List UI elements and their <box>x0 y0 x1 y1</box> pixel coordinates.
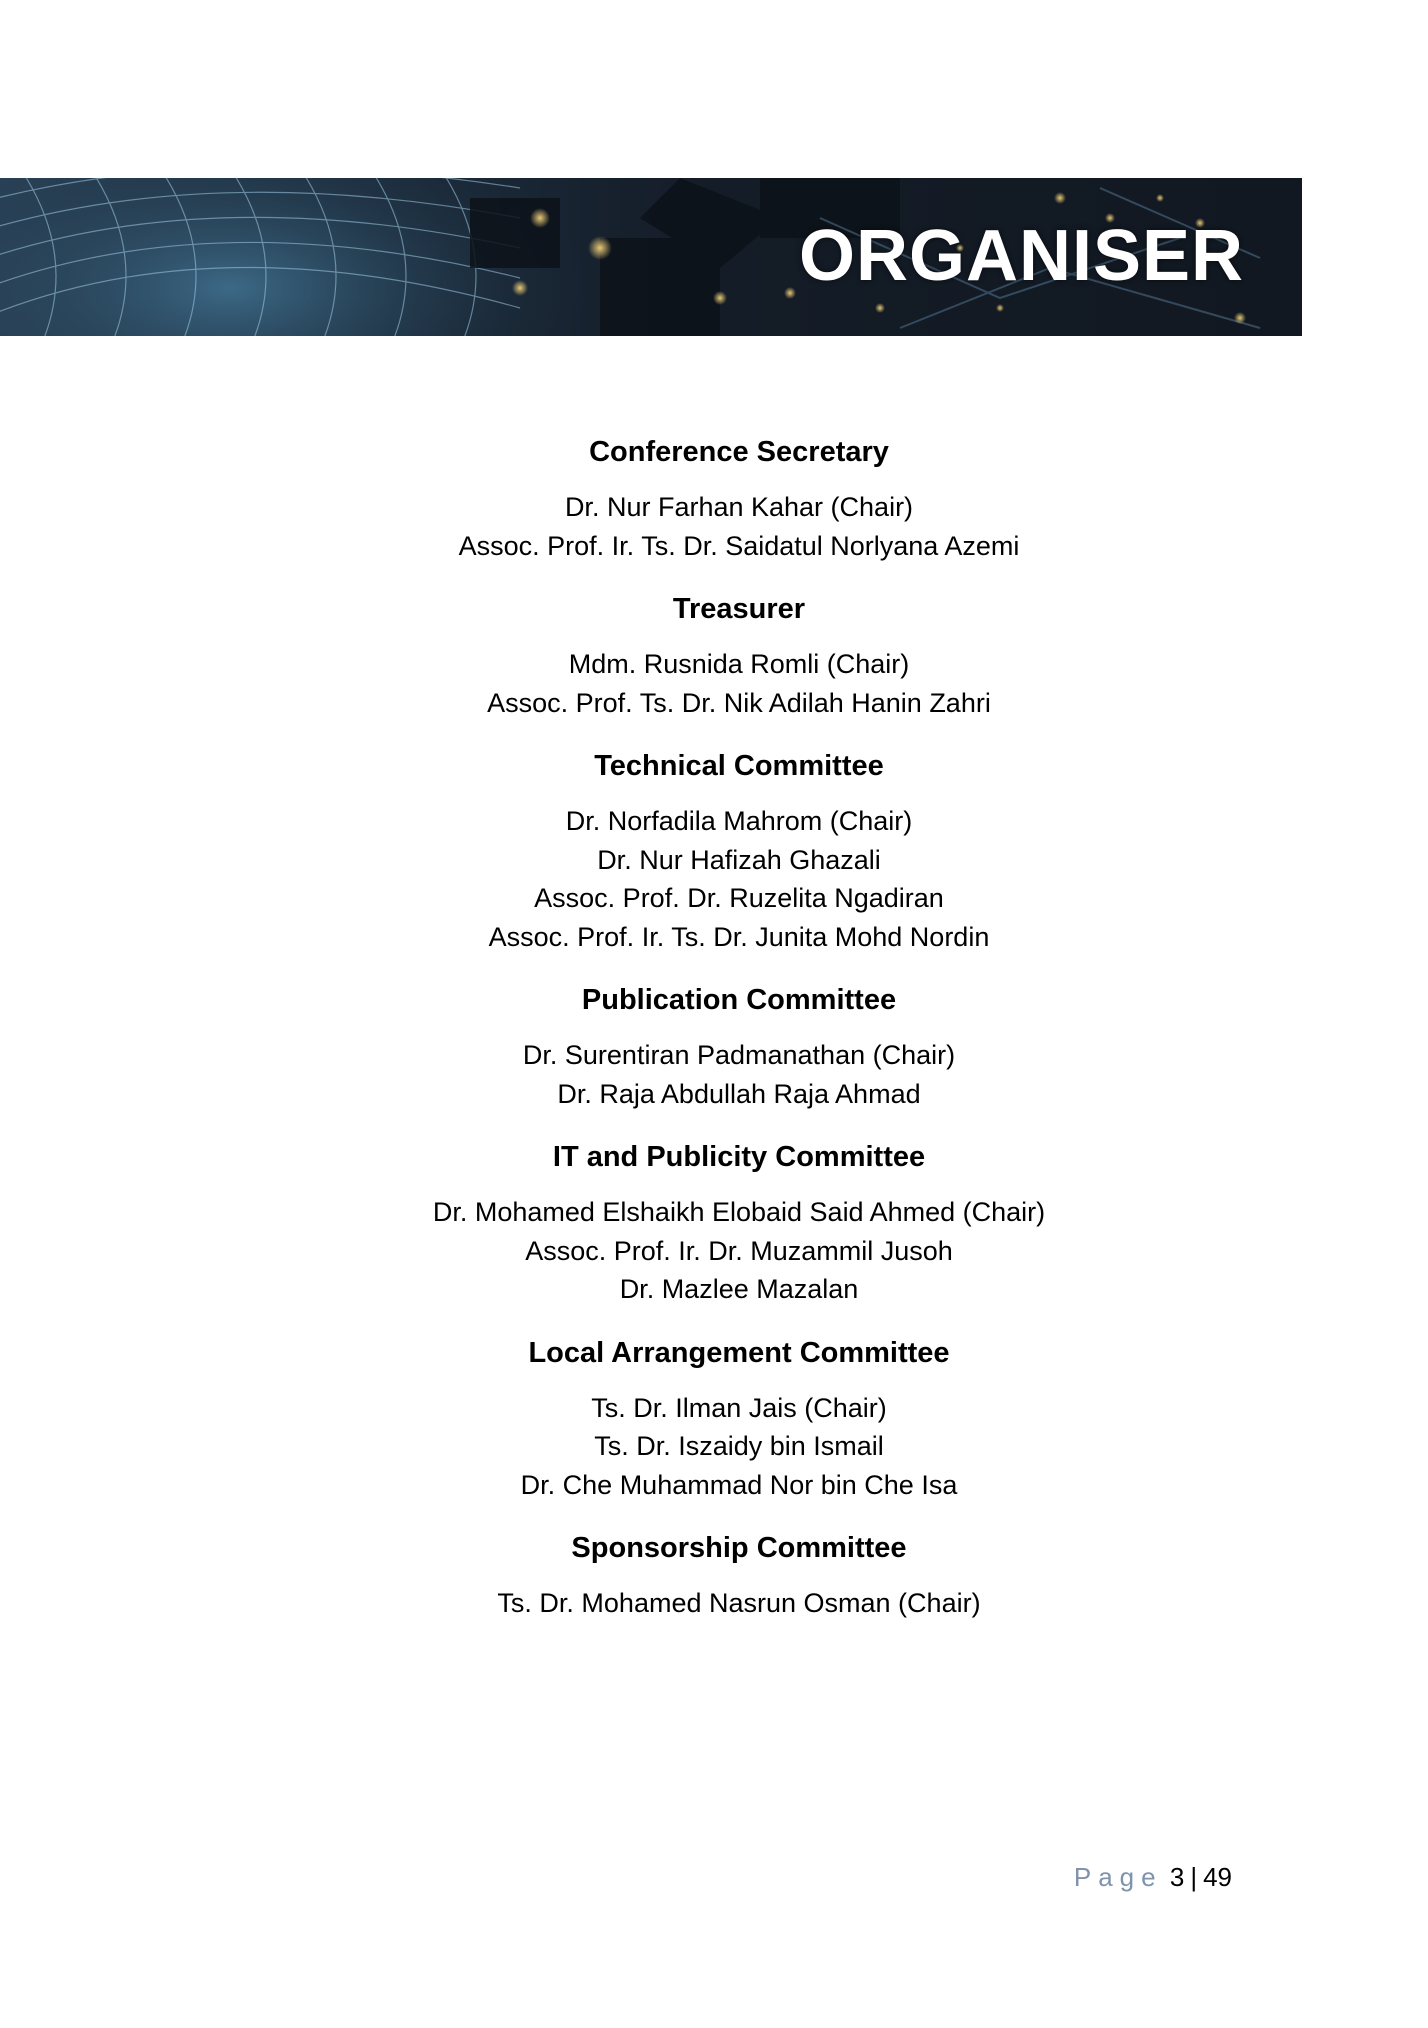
section-it-publicity-committee <box>0 1137 1428 1309</box>
member-name: Assoc. Prof. Ir. Ts. Dr. Junita Mohd Nordin <box>488 921 990 952</box>
page-label: Page <box>1073 1862 1163 1892</box>
section-heading: Conference Secretary <box>589 436 889 468</box>
member-name: Dr. Mohamed Elshaikh Elobaid Said Ahmed (Chair) <box>432 1197 1046 1227</box>
member-name: Assoc. Prof. Ir. Ts. Dr. Saidatul Norlyana Azemi <box>458 530 1020 561</box>
member-name: Dr. Surentiran Padmanathan (Chair) <box>522 1040 956 1070</box>
committee-list <box>0 432 1428 1647</box>
member-name: Dr. Che Muhammad Nor bin Che Isa <box>520 1469 958 1500</box>
section-technical-committee <box>0 746 1428 956</box>
page-number: 3 <box>1169 1862 1185 1892</box>
section-heading: Local Arrangement Committee <box>528 1336 950 1369</box>
header-banner <box>0 178 1302 336</box>
member-name: Dr. Nur Farhan Kahar (Chair) <box>564 492 914 522</box>
member-name: Mdm. Rusnida Romli (Chair) <box>568 649 910 679</box>
section-heading: Treasurer <box>672 593 806 625</box>
section-publication-committee <box>0 980 1428 1113</box>
section-local-arrangement-committee <box>0 1333 1428 1505</box>
section-heading: Technical Committee <box>594 750 884 782</box>
member-name: Dr. Mazlee Mazalan <box>619 1274 859 1304</box>
section-heading: IT and Publicity Committee <box>552 1141 926 1173</box>
member-name: Dr. Norfadila Mahrom (Chair) <box>565 806 913 836</box>
page-separator: | <box>1190 1862 1198 1892</box>
total-pages: 49 <box>1203 1862 1232 1892</box>
member-name: Assoc. Prof. Ts. Dr. Nik Adilah Hanin Zahri <box>487 687 991 718</box>
banner-title: ORGANISER <box>798 216 1244 296</box>
page-footer <box>1074 1860 1232 1894</box>
member-name: Dr. Nur Hafizah Ghazali <box>597 844 881 875</box>
section-conference-secretary <box>0 432 1428 565</box>
section-sponsorship-committee <box>0 1528 1428 1623</box>
member-name: Dr. Raja Abdullah Raja Ahmad <box>557 1078 921 1109</box>
member-name: Assoc. Prof. Dr. Ruzelita Ngadiran <box>534 883 944 913</box>
member-name: Ts. Dr. Ilman Jais (Chair) <box>591 1392 887 1423</box>
member-name: Ts. Dr. Iszaidy bin Ismail <box>594 1431 884 1461</box>
section-heading: Publication Committee <box>581 984 897 1016</box>
member-name: Ts. Dr. Mohamed Nasrun Osman (Chair) <box>497 1588 981 1618</box>
member-name: Assoc. Prof. Ir. Dr. Muzammil Jusoh <box>525 1235 953 1266</box>
section-heading: Sponsorship Committee <box>571 1532 907 1564</box>
section-treasurer <box>0 589 1428 722</box>
